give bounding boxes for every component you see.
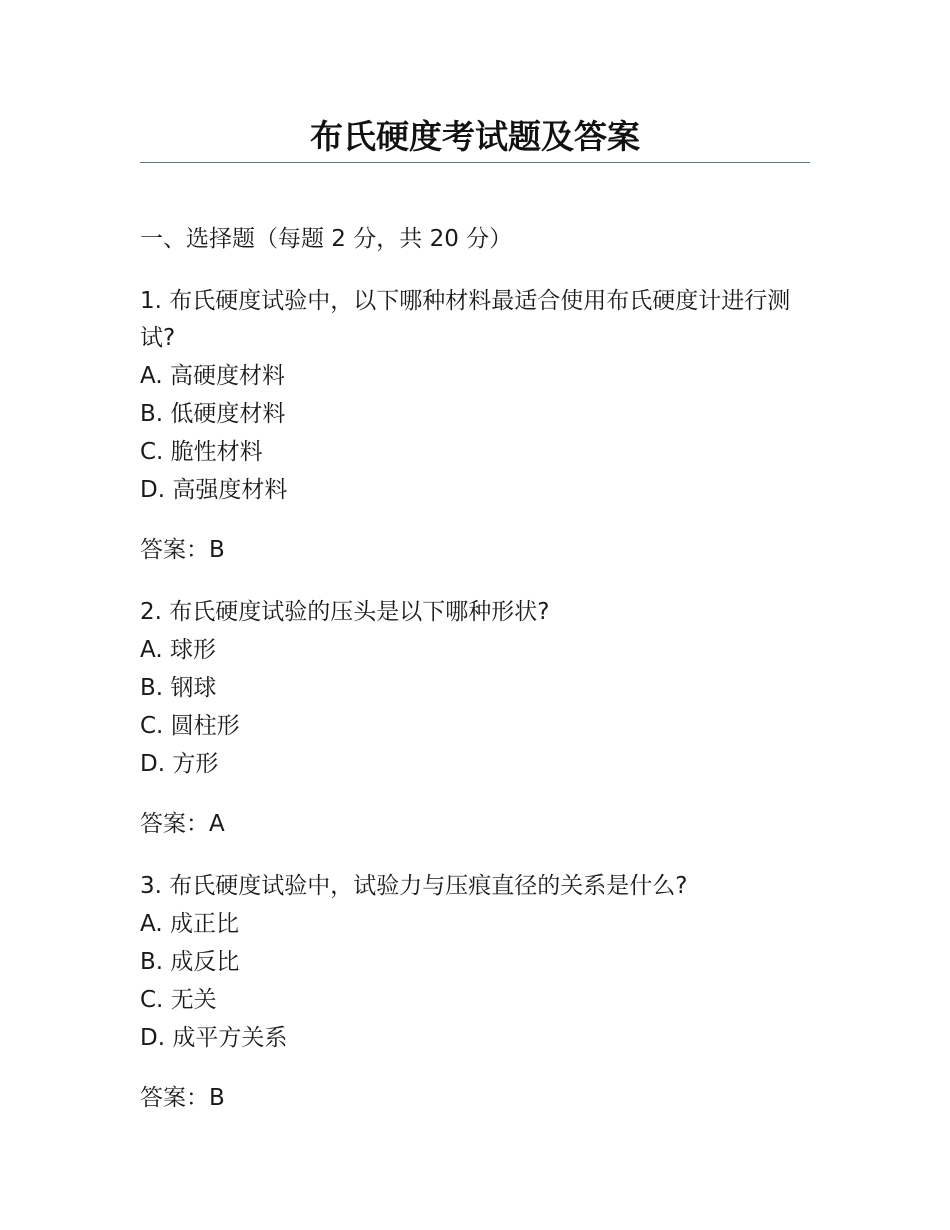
answer-key: 答案：B [140,537,225,563]
document-title: 布氏硬度考试题及答案 [310,117,640,156]
answer-option: D. 方形 [140,751,219,777]
title-divider [140,162,810,163]
section-heading: 一、选择题（每题 2 分，共 20 分） [140,226,513,252]
answer-option: A. 高硬度材料 [140,363,285,389]
question-stem: 3. 布氏硬度试验中，试验力与压痕直径的关系是什么? [140,873,688,899]
question-block [140,283,810,569]
question-stem: 2. 布氏硬度试验的压头是以下哪种形状? [140,599,550,625]
answer-option: B. 钢球 [140,675,217,701]
answer-option: D. 成平方关系 [140,1025,288,1051]
question-block [140,868,810,1117]
answer-option: C. 无关 [140,987,217,1013]
document-page [140,0,810,1230]
answer-key: 答案：A [140,811,225,837]
answer-option: A. 球形 [140,637,216,663]
answer-option: C. 脆性材料 [140,439,263,465]
answer-key: 答案：B [140,1085,225,1111]
answer-option: B. 低硬度材料 [140,401,286,427]
answer-option: B. 成反比 [140,949,240,975]
answer-option: C. 圆柱形 [140,713,240,739]
answer-option: A. 成正比 [140,911,239,937]
answer-option: D. 高强度材料 [140,477,288,503]
question-stem: 1. 布氏硬度试验中，以下哪种材料最适合使用布氏硬度计进行测试? [140,288,791,351]
question-block [140,594,810,843]
